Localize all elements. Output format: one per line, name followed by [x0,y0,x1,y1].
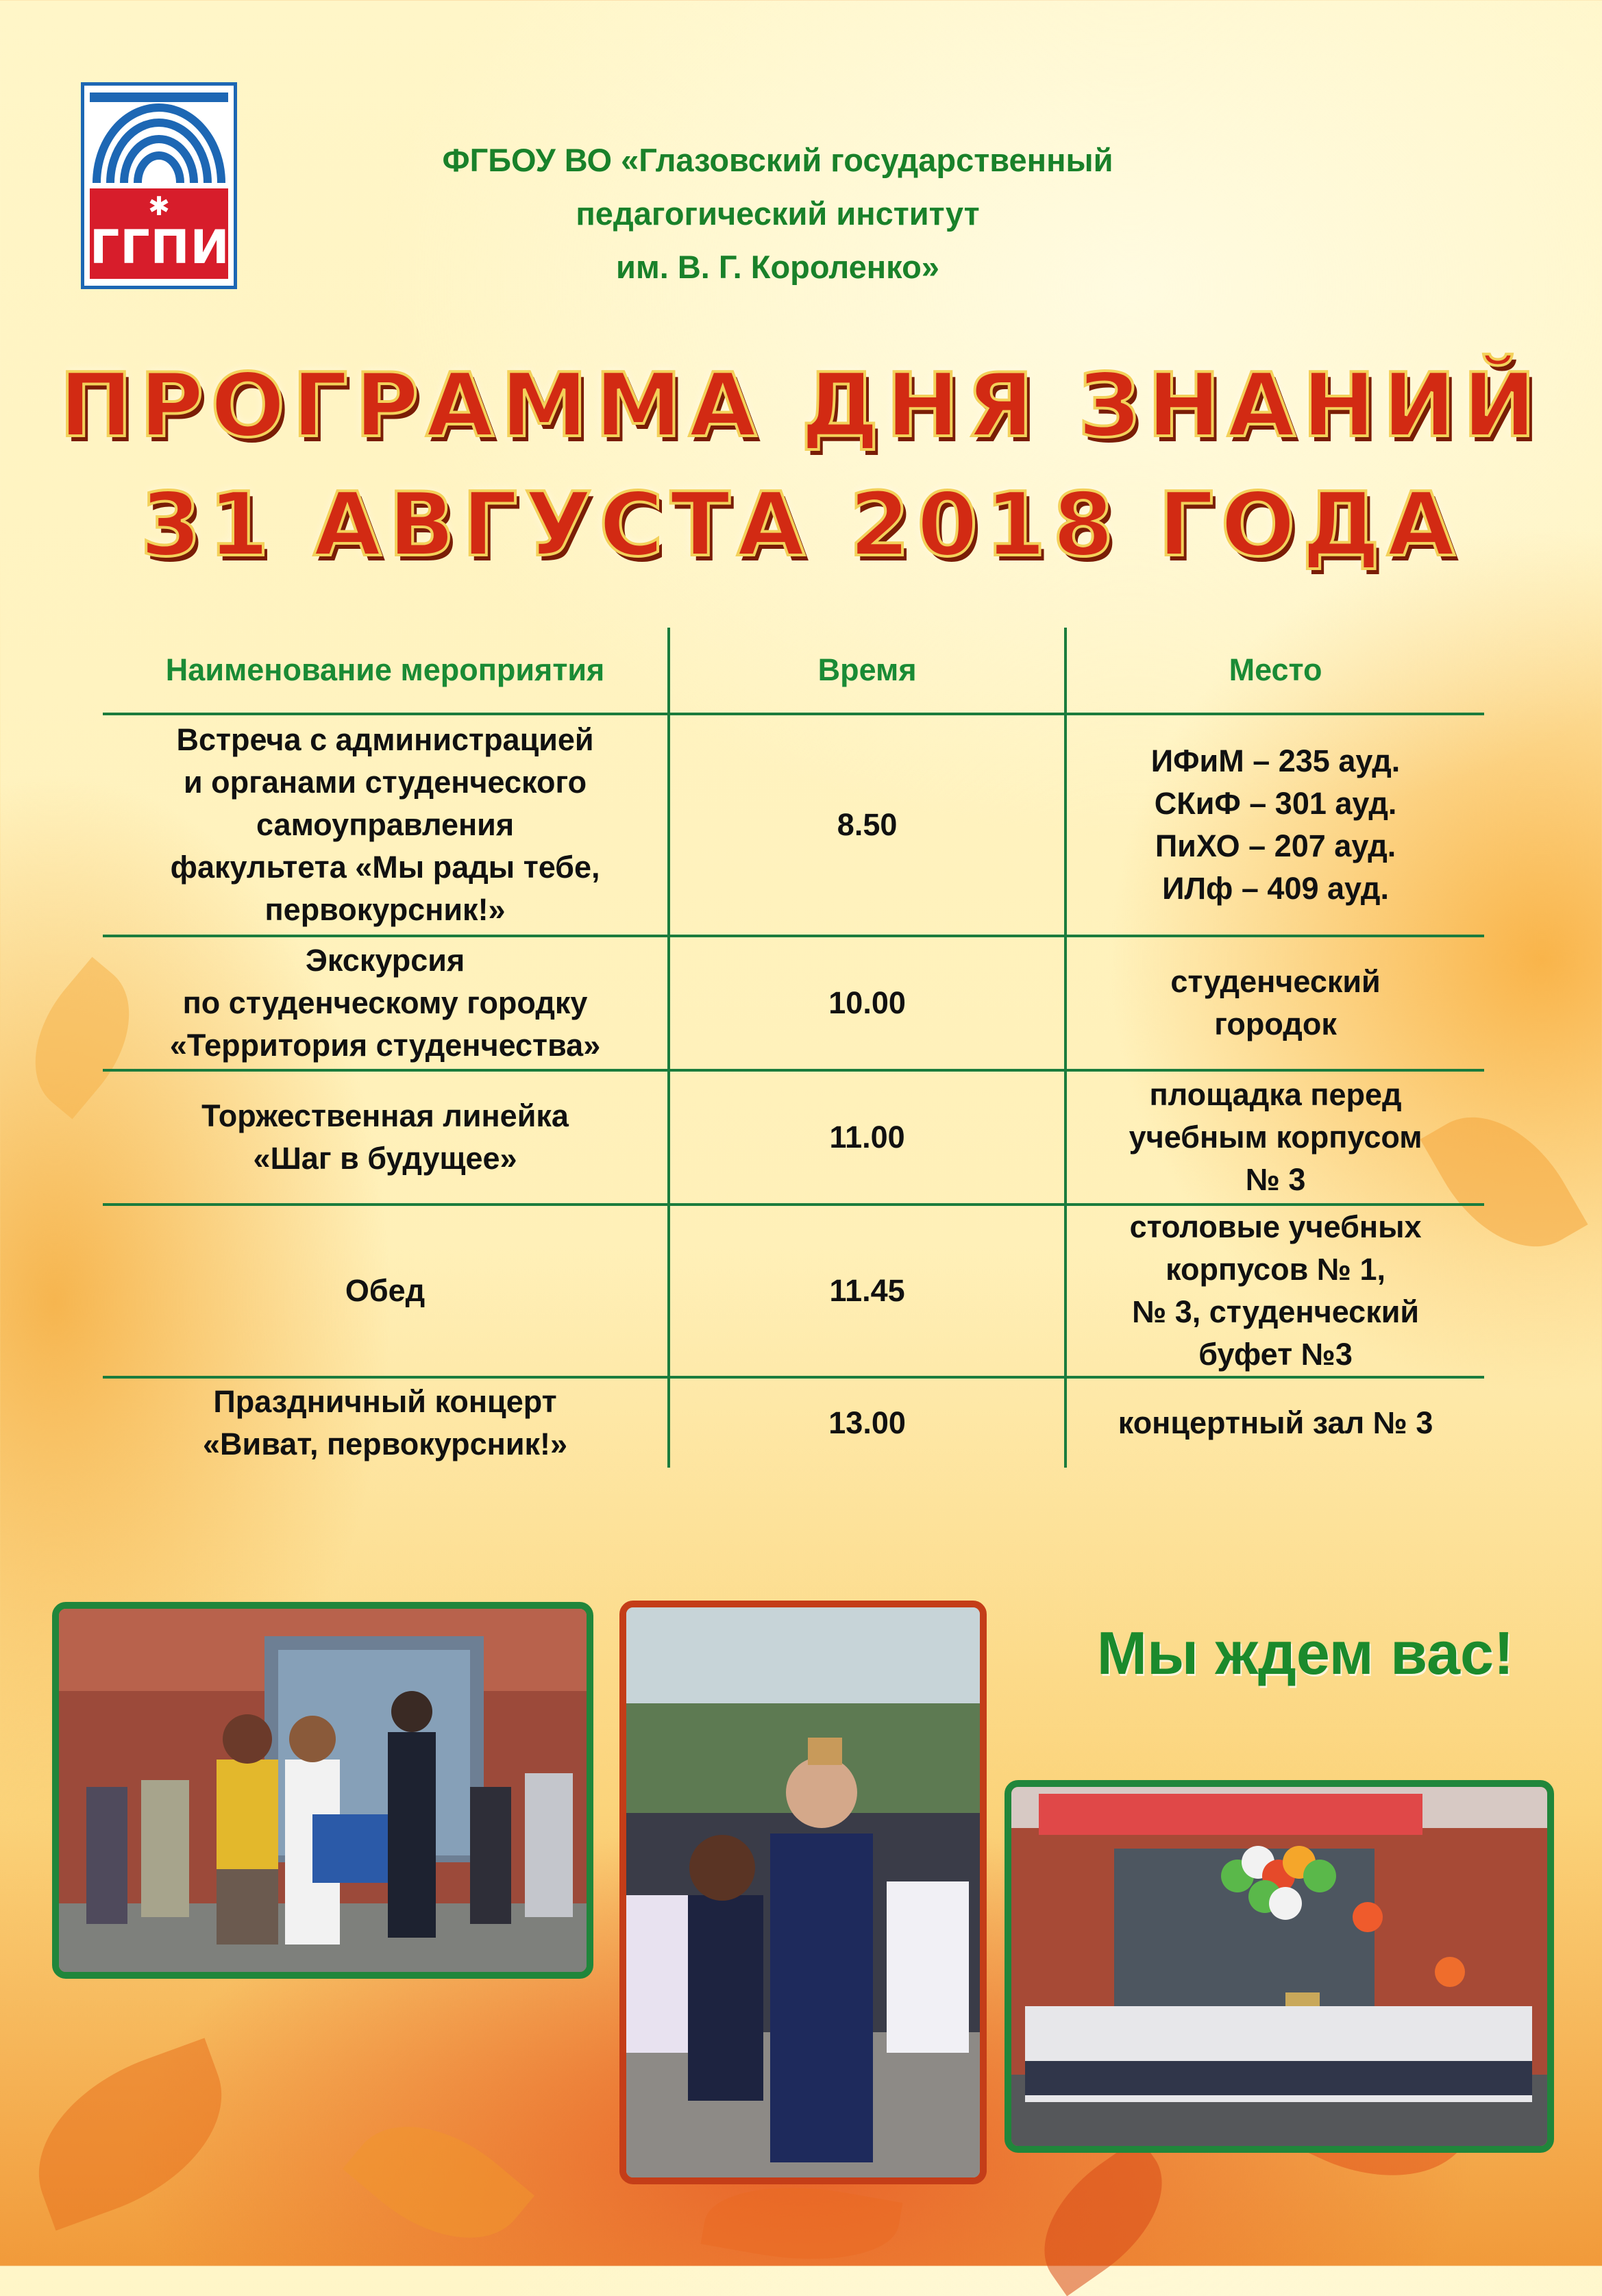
decorative-leaf [12,2038,249,2230]
place-cell-line: буфет №3 [1198,1337,1353,1372]
event-cell-line: факультета «Мы рады тебе, [170,850,600,885]
column-header-event: Наименование мероприятия [103,628,669,714]
place-cell-line: столовые учебных [1129,1209,1422,1244]
time-cell: 13.00 [669,1377,1065,1468]
column-header-place: Место [1065,628,1484,714]
event-cell-line: Обед [345,1273,426,1308]
organization-line: им. В. Г. Короленко» [616,249,939,285]
table-row [103,1377,1484,1468]
event-cell [103,714,669,936]
event-cell-line: Встреча с администрацией [176,722,594,757]
photo-ceremony-walk [619,1601,987,2184]
photo-administration-meeting [52,1602,593,1979]
photo-concert [1005,1780,1554,2153]
decorative-leaf [343,2090,534,2274]
place-cell-line: № 3 [1245,1162,1306,1197]
event-cell-line: «Шаг в будущее» [253,1141,517,1176]
event-cell-line: «Территория студенчества» [169,1028,601,1063]
decorative-leaf [701,2170,903,2278]
event-cell-line: Экскурсия [305,943,465,978]
event-cell-line: Торжественная линейка [201,1098,569,1133]
event-cell-line: первокурсник!» [264,892,506,927]
logo-text: ГГПИ [90,221,230,275]
place-cell-line: ИЛф – 409 ауд. [1162,871,1390,906]
place-cell-line: СКиФ – 301 ауд. [1154,786,1397,821]
event-cell-line: «Виват, первокурсник!» [203,1427,568,1461]
institute-logo [81,82,237,289]
table-row [103,936,1484,1070]
schedule-table [103,628,1484,1468]
place-cell-line: учебным корпусом [1129,1120,1422,1155]
event-cell-line: и органами студенческого [184,765,587,800]
photo-scene [59,1609,587,1972]
welcome-text: Мы ждем вас! [1096,1619,1514,1687]
event-cell [103,1205,669,1377]
event-cell [103,1070,669,1205]
time-cell: 11.45 [669,1205,1065,1377]
place-cell-line: площадка перед [1149,1077,1402,1112]
table-row [103,1205,1484,1377]
organization-line: ФГБОУ ВО «Глазовский государственный [442,142,1113,178]
logo-red-panel [90,188,228,279]
place-cell-line: студенческий [1170,964,1381,999]
time-cell: 8.50 [669,714,1065,936]
place-cell-line: № 3, студенческий [1132,1294,1420,1329]
photo-scene [1011,1787,1547,2146]
organization-line: педагогический институт [576,195,980,232]
column-header-time: Время [669,628,1065,714]
table-row [103,1070,1484,1205]
table-header-row [103,628,1484,714]
decorative-leaf [1016,2137,1191,2296]
place-cell-line: ИФиМ – 235 ауд. [1150,743,1401,778]
place-cell [1065,1070,1484,1205]
place-cell [1065,936,1484,1070]
program-title: ПРОГРАММА ДНЯ ЗНАНИЙ [59,355,1543,457]
time-cell: 11.00 [669,1070,1065,1205]
organization-name [295,134,1261,294]
event-cell [103,936,669,1070]
program-date: 31 АВГУСТА 2018 ГОДА [140,474,1462,576]
place-cell [1065,1377,1484,1468]
event-cell-line: самоуправления [256,807,515,842]
event-cell-line: по студенческому городку [182,985,588,1020]
event-cell [103,1377,669,1468]
place-cell-line: ПиХО – 207 ауд. [1155,828,1396,863]
table-row [103,714,1484,936]
place-cell-line: корпусов № 1, [1166,1252,1385,1287]
star-icon: ✱ [148,193,170,221]
place-cell [1065,714,1484,936]
place-cell-line: концертный зал № 3 [1118,1405,1433,1440]
logo-arcs-icon [90,92,228,183]
time-cell: 10.00 [669,936,1065,1070]
place-cell [1065,1205,1484,1377]
event-cell-line: Праздничный концерт [213,1384,557,1419]
place-cell-line: городок [1214,1007,1337,1041]
photo-scene [626,1607,980,2177]
